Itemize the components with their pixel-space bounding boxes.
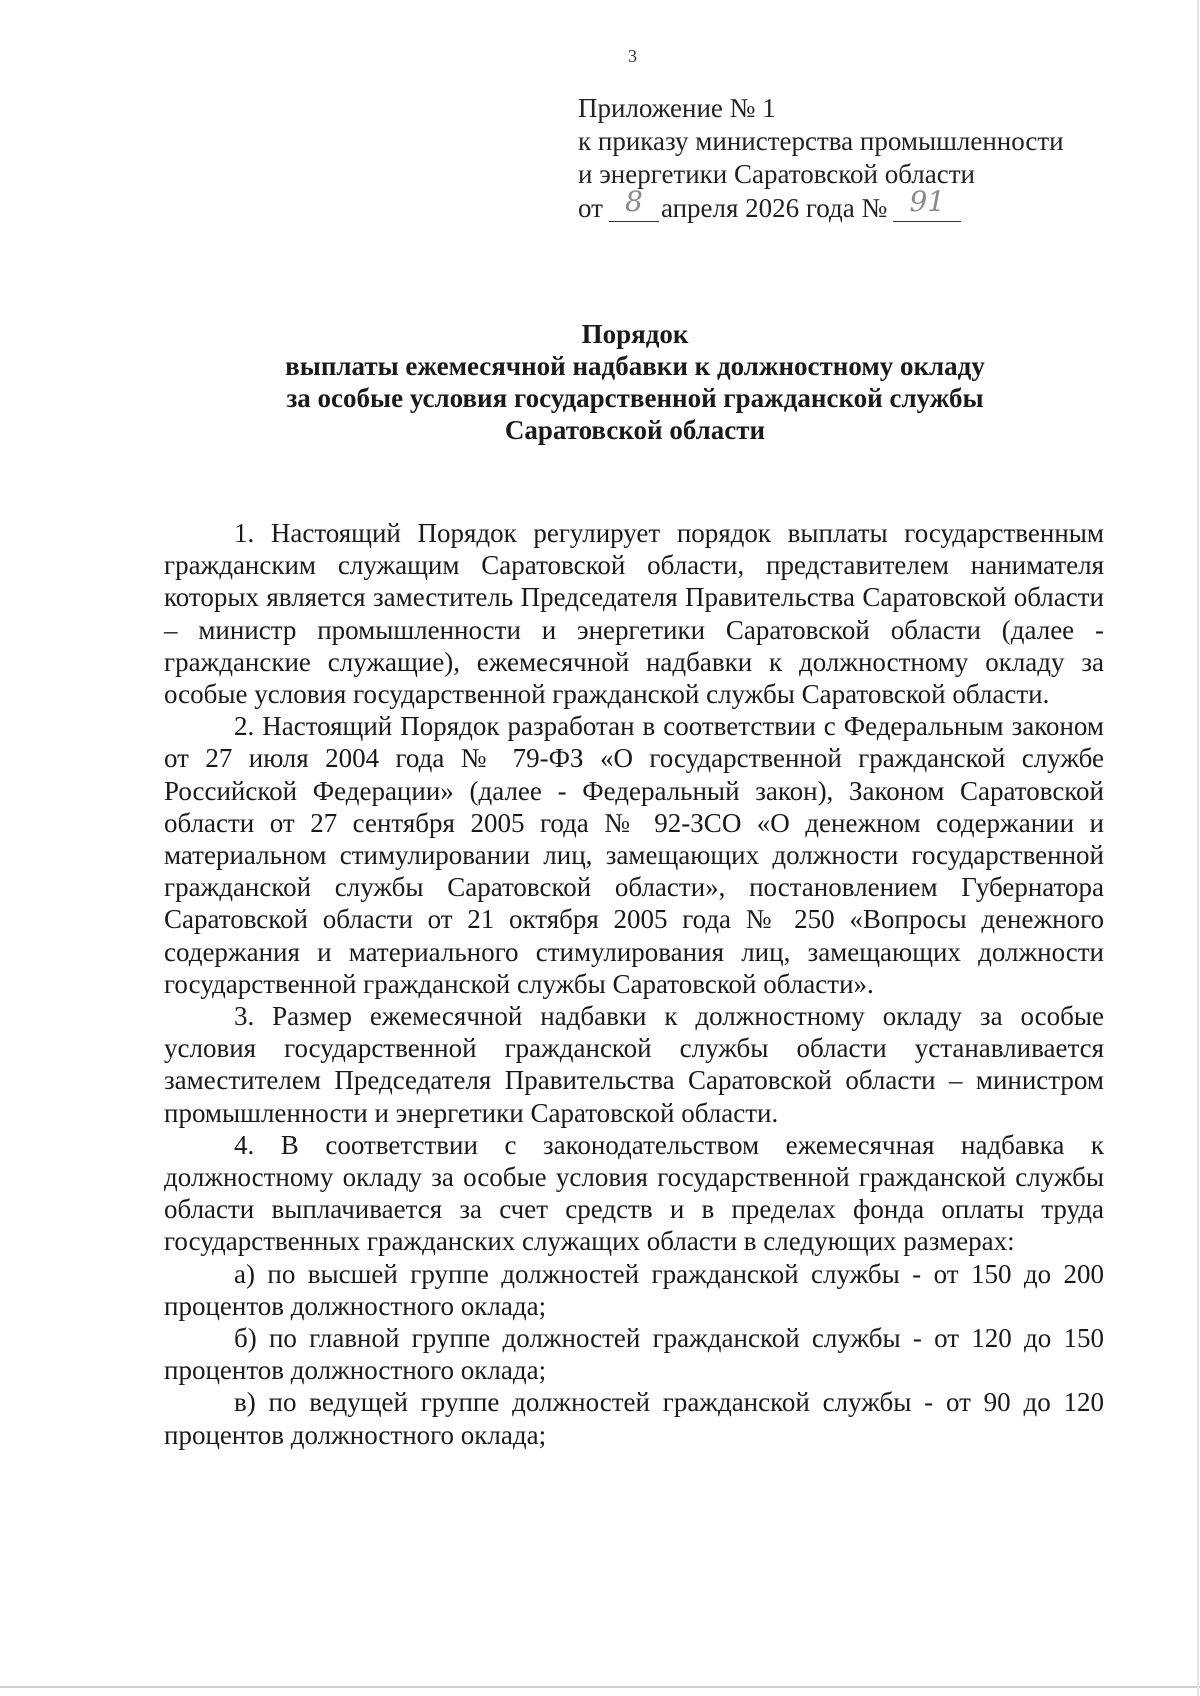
scan-bottom-edge: [0, 1686, 1200, 1688]
appendix-line-3: и энергетики Саратовской области: [578, 159, 975, 189]
date-day-field: [609, 185, 659, 222]
list-item-a: а) по высшей группе должностей гражданской службы - от 150 до 200 процентов должностного оклада;: [164, 1258, 1104, 1321]
appendix-line-1: Приложение № 1: [578, 93, 776, 123]
order-number-handwritten: 91: [909, 185, 946, 218]
page-number: 3: [628, 46, 637, 66]
scan-right-edge: [1197, 0, 1199, 1696]
title-line-1: Порядок: [581, 319, 689, 349]
date-prefix: от: [578, 193, 603, 223]
appendix-header: [578, 92, 1064, 225]
appendix-line-2: к приказу министерства промышленности: [578, 126, 1064, 156]
list-item-b: б) по главной группе должностей гражданской службы - от 120 до 150 процентов должностного оклада;: [164, 1323, 1104, 1386]
list-item-v: в) по ведущей группе должностей гражданской службы - от 90 до 120 процентов должностного оклада;: [164, 1387, 1104, 1450]
order-number-field: [893, 185, 961, 222]
date-day-handwritten: 8: [625, 185, 643, 218]
title-line-4: Саратовской области: [504, 415, 766, 445]
paragraph-4: 4. В соответствии с законодательством ежемесячная надбавка к должностному окладу за особые условия государственной гражданской службы области выплачивается за счет средств и в пределах фонда оплаты труда государственных гражданских служащих области в следующих размерах:: [164, 1129, 1104, 1257]
appendix-date-line: [578, 185, 1064, 225]
title-line-2: выплаты ежемесячной надбавки к должностному окладу: [285, 351, 985, 381]
paragraph-2: 2. Настоящий Порядок разработан в соответствии с Федеральным законом от 27 июля 2004 года № 79-ФЗ «О государственной гражданской службе Российской Федерации» (далее - Федеральный закон), Законом Саратовской области от 27 сентября 2005 года № 92-ЗСО «О денежном содержании и материальном стимулировании лиц, замещающих должности государственной гражданской службы Саратовской области», постановлением Губернатора Саратовской области от 21 октября 2005 года № 250 «Вопросы денежного содержания и материального стимулирования лиц, замещающих должности государственной гражданской службы Саратовской области».: [164, 711, 1104, 999]
document-title: [160, 318, 1110, 446]
title-line-3: за особые условия государственной гражданской службы: [286, 383, 984, 413]
document-body: [164, 517, 1104, 1451]
paragraph-1: 1. Настоящий Порядок регулирует порядок выплаты государственным гражданским служащим Саратовской области, представителем нанимателя которых является заместитель Председателя Правительства Саратовской области – министр промышленности и энергетики Саратовской области (далее - гражданские служащие), ежемесячной надбавки к должностному окладу за особые условия государственной гражданской службы Саратовской области.: [164, 518, 1104, 710]
date-middle-text: апреля 2026 года №: [660, 193, 888, 223]
paragraph-3: 3. Размер ежемесячной надбавки к должностному окладу за особые условия государственной гражданской службы области устанавливается заместителем Председателя Правительства Саратовской области – министром промышленности и энергетики Саратовской области.: [164, 1001, 1104, 1128]
